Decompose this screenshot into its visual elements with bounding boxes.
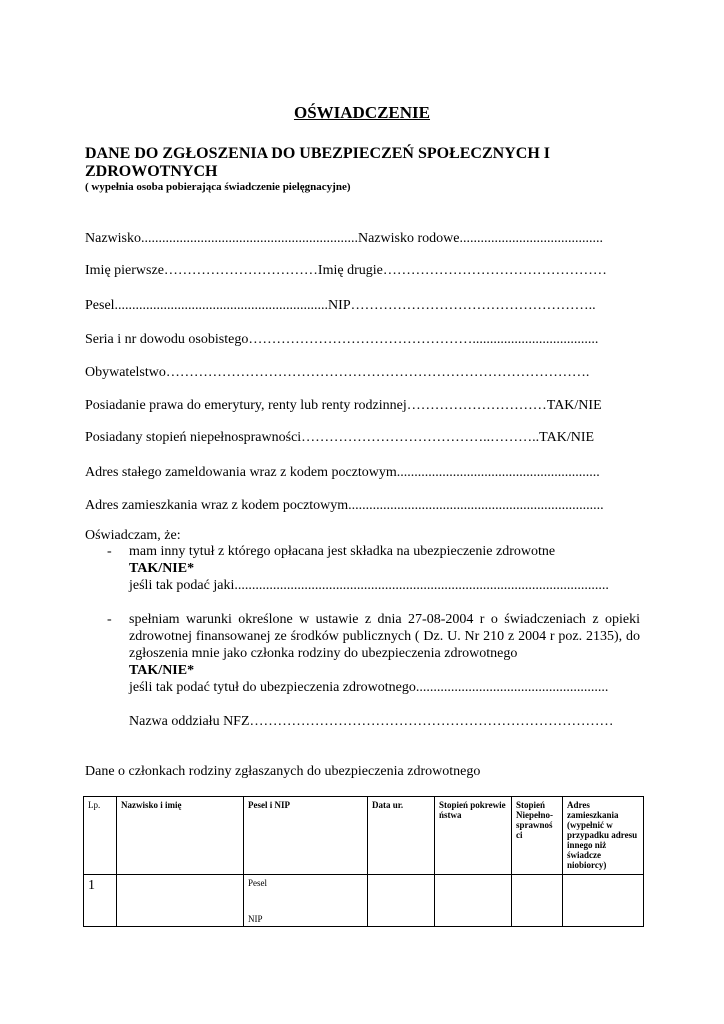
document-title: OŚWIADCZENIE: [293, 103, 431, 122]
row-address-cell[interactable]: [563, 875, 644, 927]
declaration-item-2: [85, 611, 640, 696]
declaration-intro: Oświadczam, że:: [85, 528, 181, 543]
row-pesel-nip-cell[interactable]: [244, 875, 368, 927]
row-name-cell[interactable]: [117, 875, 244, 927]
document-heading: DANE DO ZGŁOSZENIA DO UBEZPIECZEŃ SPOŁECZNYCH I ZDROWOTNYCH: [85, 145, 550, 180]
pesel-label: Pesel: [248, 878, 267, 888]
header-lp: Lp.: [84, 797, 117, 875]
declaration-item-1-text: mam inny tytuł z którego opłacana jest składka na ubezpieczenie zdrowotne: [129, 544, 556, 559]
row-lp: [84, 875, 117, 927]
disability-degree-field[interactable]: Posiadany stopień niepełnosprawności…………………………………..………..TAK/NIE: [85, 430, 595, 445]
row-birth-date-cell[interactable]: [368, 875, 435, 927]
citizenship-field[interactable]: Obywatelstwo……………………………………………………………………………….: [85, 365, 590, 380]
list-dash: -: [107, 612, 112, 627]
header-kinship: Stopień pokrewie ństwa: [435, 797, 512, 875]
pesel-nip-field[interactable]: Pesel.............................................................NIP……………………………………………..: [85, 298, 596, 313]
row-disability-cell[interactable]: [512, 875, 563, 927]
row-kinship-cell[interactable]: [435, 875, 512, 927]
declaration-list: [85, 543, 640, 730]
list-dash: -: [107, 544, 112, 559]
declaration-item-1: [85, 543, 640, 594]
first-name-field[interactable]: Imię pierwsze……………………………Imię drugie…………………………………………: [85, 263, 607, 278]
declaration-item-2-followup[interactable]: jeśli tak podać tytuł do ubezpieczenia zdrowotnego.......................................................: [129, 680, 609, 695]
pension-right-field[interactable]: Posiadanie prawa do emerytury, renty lub renty rodzinnej…………………………TAK/NIE: [85, 398, 602, 413]
family-table-caption: Dane o członkach rodziny zgłaszanych do ubezpieczenia zdrowotnego: [85, 764, 481, 779]
nfz-branch-field[interactable]: Nazwa oddziału NFZ……………………………………………………………………: [129, 714, 614, 729]
document-subheading: ( wypełnia osoba pobierająca świadczenie pielęgnacyjne): [85, 181, 351, 193]
id-card-field[interactable]: Seria i nr dowodu osobistego…………………………………………....................................: [85, 332, 599, 347]
header-name: Nazwisko i imię: [117, 797, 244, 875]
header-birth-date: Data ur.: [368, 797, 435, 875]
declaration-item-1-choice[interactable]: TAK/NIE*: [129, 561, 195, 576]
registered-address-field[interactable]: Adres stałego zameldowania wraz z kodem pocztowym..........................................................: [85, 465, 600, 480]
header-address: Adres zamieszkania (wypełnić w przypadku adresu innego niż świadcze niobiorcy): [563, 797, 644, 875]
declaration-item-2-text: spełniam warunki określone w ustawie z dnia 27-08-2004 r o świadczeniach z opieki zdrowotnej finansowanej ze środków publicznych ( Dz. U. Nr 210 z 2004 r poz. 2135), do zgłoszenia mnie jako członka rodziny do ubezpieczenia zdrowotnego: [129, 612, 640, 661]
table-row: [84, 875, 644, 927]
table-header-row: [84, 797, 644, 875]
declaration-item-2-choice[interactable]: TAK/NIE*: [129, 663, 195, 678]
surname-field[interactable]: Nazwisko..............................................................Nazwisko rodowe.........................................: [85, 231, 603, 246]
family-members-table: [83, 796, 644, 927]
header-pesel-nip: Pesel i NIP: [244, 797, 368, 875]
row-number: 1: [88, 878, 95, 893]
residence-address-field[interactable]: Adres zamieszkania wraz z kodem pocztowym.........................................................................: [85, 498, 604, 513]
nip-label: NIP: [248, 914, 263, 924]
header-disability: Stopień Niepełno- sprawnoś ci: [512, 797, 563, 875]
declaration-item-1-followup[interactable]: jeśli tak podać jaki...........................................................................................................: [129, 578, 609, 593]
